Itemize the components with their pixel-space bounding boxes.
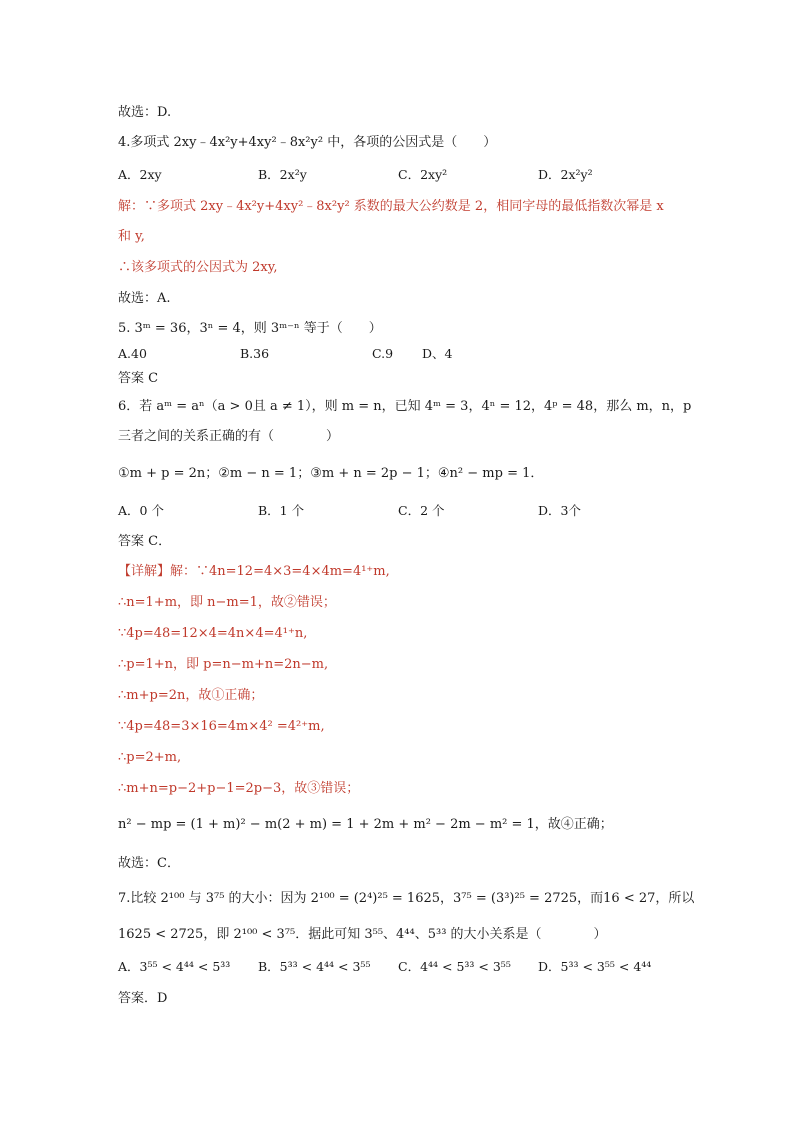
q4-option-d: D．2x²y² [538,167,593,182]
q4-answer-choice: 故选：A. [118,291,171,306]
q6-detail-line-6: ∵4p=48=3×16=4m×4² =4²⁺m, [118,719,325,734]
q6-detail-line-2: ∴n=1+m，即 n−m=1，故②错误； [118,595,336,610]
q3-answer-choice: 故选：D. [118,105,172,120]
q4-option-b: B．2x²y [258,167,307,182]
q7-option-c: C．4⁴⁴ < 5³³ < 3⁵⁵ [398,959,511,974]
question-6-stem-line-1: 6．若 aᵐ = aⁿ（a > 0且 a ≠ 1），则 m = n，已知 4ᵐ = 3，4ⁿ = 12，4ᵖ = 48，那么 m，n，p [118,399,692,414]
q7-option-a: A．3⁵⁵ < 4⁴⁴ < 5³³ [118,959,231,974]
q4-solution-line-3: ∴该多项式的公因式为 2xy, [118,260,278,275]
q5-option-b: B.36 [240,346,270,361]
question-5-stem: 5. 3ᵐ = 36，3ⁿ = 4，则 3ᵐ⁻ⁿ 等于（ ） [118,321,382,336]
q4-solution-line-1: 解：∵多项式 2xy﹣4x²y+4xy²﹣8x²y² 系数的最大公约数是 2，相同字母的最低指数次幂是 x [118,199,664,214]
q4-option-c: C．2xy² [398,167,448,182]
q6-detail-line-9: n² − mp = (1 + m)² − m(2 + m) = 1 + 2m + m² − 2m − m² = 1，故④正确； [118,817,613,832]
q4-solution-line-2: 和 y, [118,229,145,244]
q6-option-b: B．1 个 [258,503,305,518]
q6-detail-line-1: 【详解】解：∵4n=12=4×3=4×4m=4¹⁺m, [118,564,390,579]
q6-detail-line-8: ∴m+n=p−2+p−1=2p−3，故③错误； [118,781,360,796]
q5-option-d: D、4 [422,346,453,361]
question-6-stem-line-2: 三者之间的关系正确的有（ ） [118,429,340,444]
q6-option-c: C．2 个 [398,503,445,518]
q6-detail-line-5: ∴m+p=2n，故①正确； [118,688,264,703]
q6-answer-choice: 故选：C． [118,856,180,871]
question-4-stem: 4.多项式 2xy﹣4x²y+4xy²﹣8x²y² 中，各项的公因式是（ ） [118,135,497,150]
q6-detail-line-4: ∴p=1+n，即 p=n−m+n=2n−m, [118,657,329,672]
q6-option-d: D．3个 [538,503,581,518]
q5-option-c: C.9 [372,346,394,361]
q6-option-a: A．0 个 [118,503,164,518]
q6-detail-line-7: ∴p=2+m, [118,750,182,765]
q7-answer: 答案．D [118,991,168,1006]
q5-answer: 答案 C [118,371,159,386]
q6-statements: ①m + p = 2n；②m − n = 1；③m + n = 2p − 1；④n² − mp = 1． [118,466,544,481]
question-7-stem-line-2: 1625 < 2725，即 2¹⁰⁰ < 3⁷⁵．据此可知 3⁵⁵、4⁴⁴、5³³ 的大小关系是（ ） [118,927,607,942]
q4-option-a: A．2xy [118,167,162,182]
q6-answer: 答案 C． [118,534,172,549]
q7-option-d: D．5³³ < 3⁵⁵ < 4⁴⁴ [538,959,652,974]
q7-option-b: B．5³³ < 4⁴⁴ < 3⁵⁵ [258,959,371,974]
question-7-stem-line-1: 7.比较 2¹⁰⁰ 与 3⁷⁵ 的大小：因为 2¹⁰⁰ = (2⁴)²⁵ = 1625，3⁷⁵ = (3³)²⁵ = 2725，而16 < 27，所以 [118,891,695,906]
q6-detail-line-3: ∵4p=48=12×4=4n×4=4¹⁺n, [118,626,308,641]
q5-option-a: A.40 [118,346,147,361]
